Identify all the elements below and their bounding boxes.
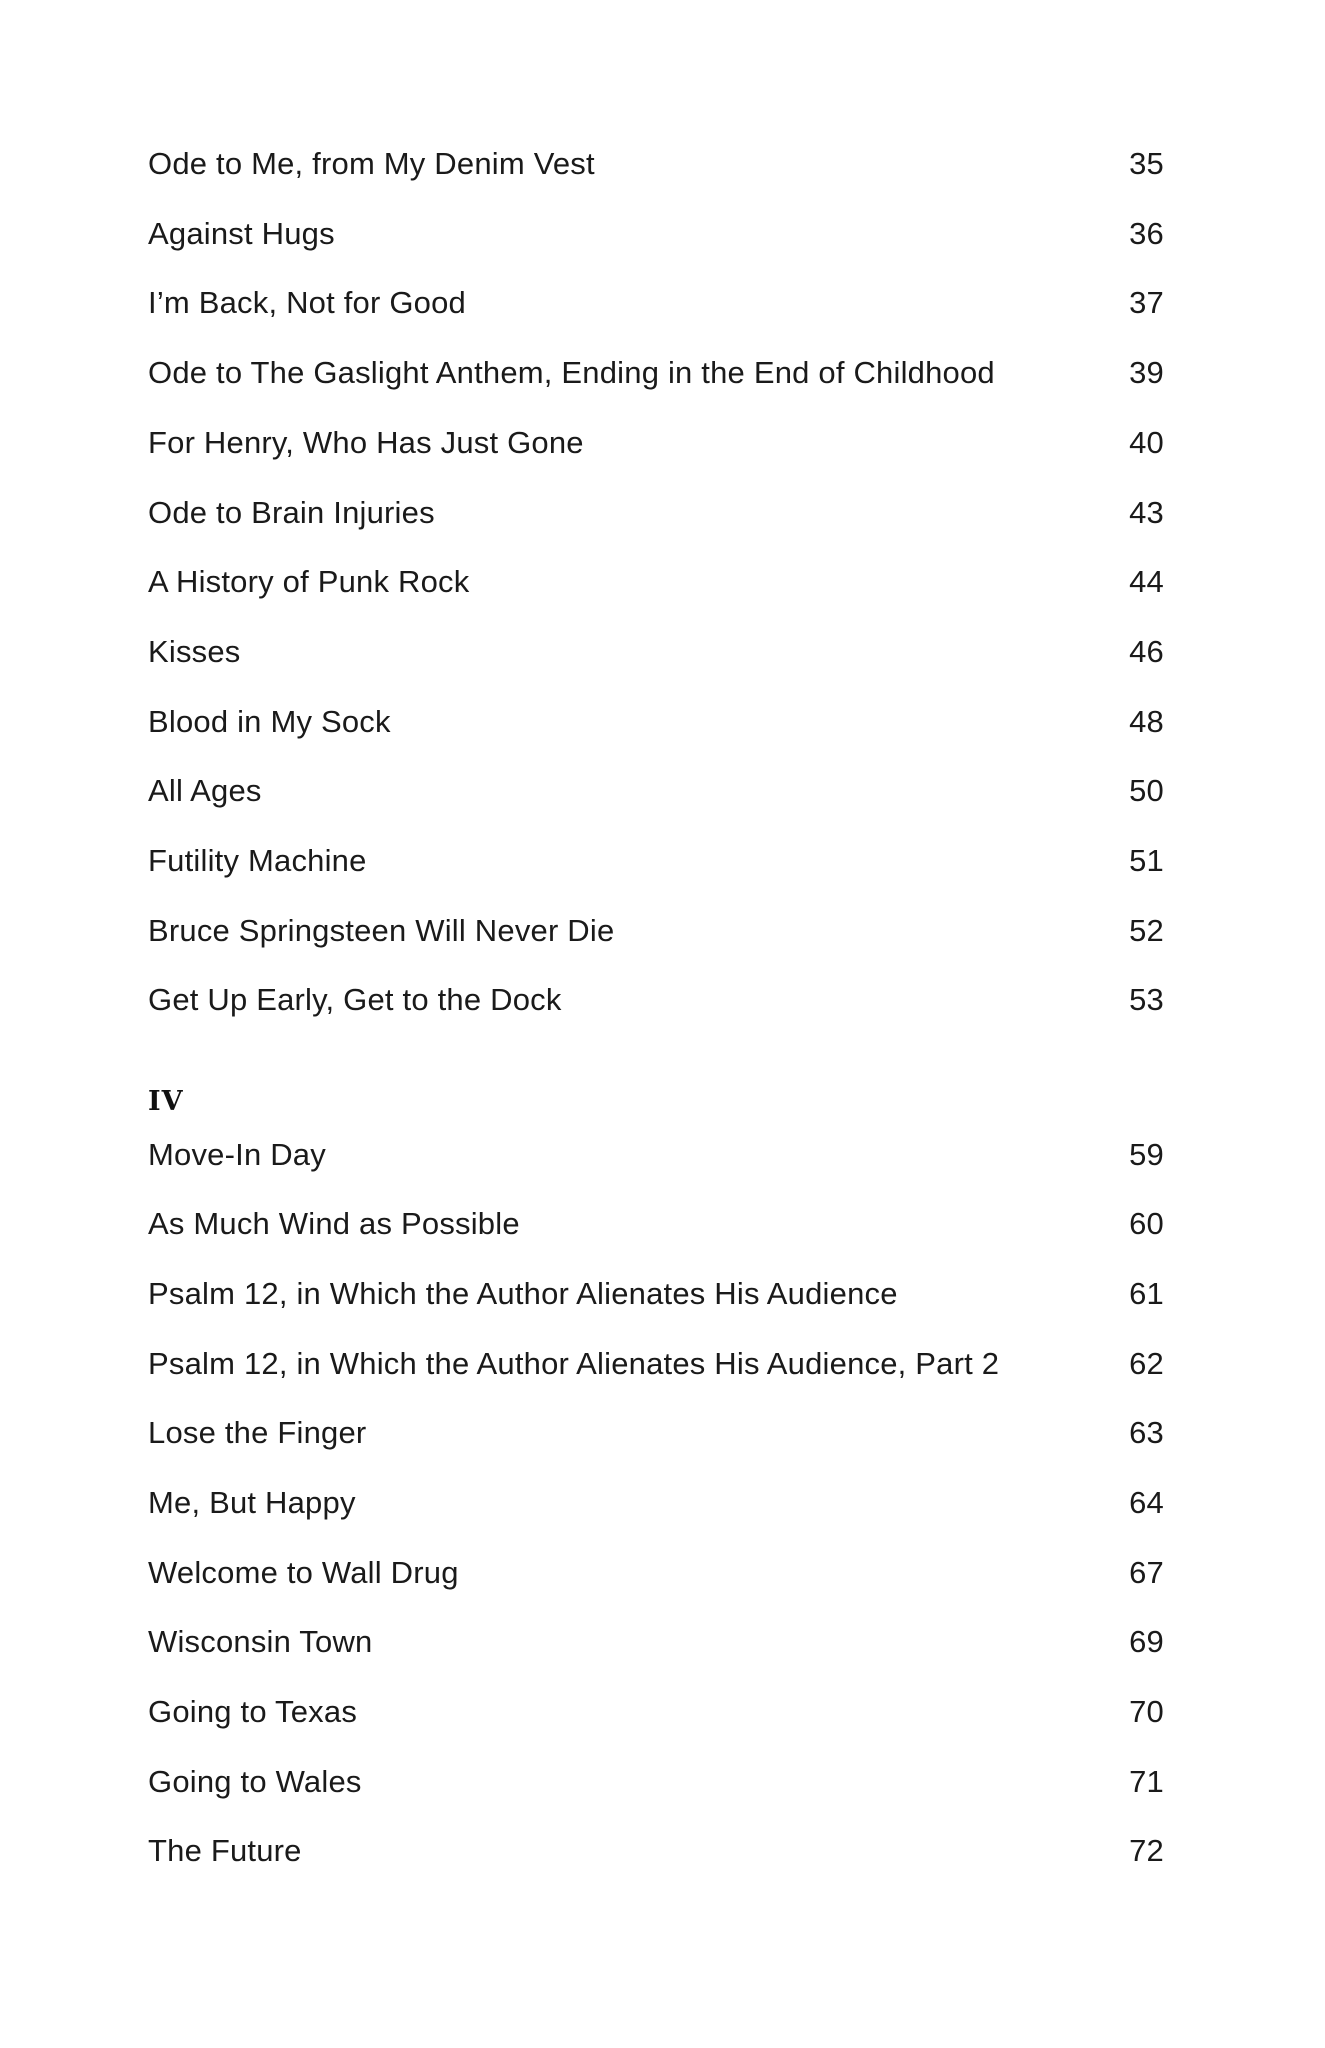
toc-entry — [148, 348, 1164, 398]
toc-entry-page-number: 46 — [1129, 634, 1164, 669]
toc-entry-page-number: 67 — [1129, 1555, 1164, 1590]
toc-entry-title: Ode to The Gaslight Anthem, Ending in the End of Childhood — [148, 355, 995, 390]
toc-entry — [148, 836, 1164, 886]
toc-entry — [148, 1687, 1164, 1737]
toc-entry-title: The Future — [148, 1833, 302, 1868]
toc-entry-title: Bruce Springsteen Will Never Die — [148, 913, 615, 948]
toc-entry — [148, 627, 1164, 677]
toc-entry-title: Wisconsin Town — [148, 1624, 373, 1659]
toc-entry-title: Psalm 12, in Which the Author Alienates His Audience, Part 2 — [148, 1346, 1000, 1381]
toc-entry-title: Psalm 12, in Which the Author Alienates His Audience — [148, 1276, 898, 1311]
toc-entry-title: All Ages — [148, 773, 262, 808]
toc-entry-title: Move-In Day — [148, 1137, 326, 1172]
toc-entry — [148, 557, 1164, 607]
toc-entry-title: Welcome to Wall Drug — [148, 1555, 459, 1590]
toc-entry-title: Ode to Brain Injuries — [148, 495, 435, 530]
toc-entry-page-number: 50 — [1129, 773, 1164, 808]
toc-entry — [148, 1757, 1164, 1807]
toc-entry-page-number: 71 — [1129, 1764, 1164, 1799]
toc-entry-page-number: 39 — [1129, 355, 1164, 390]
toc-entry-page-number: 70 — [1129, 1694, 1164, 1729]
toc-entry-page-number: 36 — [1129, 216, 1164, 251]
toc-entry-page-number: 62 — [1129, 1346, 1164, 1381]
toc-entry-title: For Henry, Who Has Just Gone — [148, 425, 584, 460]
toc-entry-title: I’m Back, Not for Good — [148, 285, 466, 320]
toc-entry-page-number: 53 — [1129, 982, 1164, 1017]
toc-entry — [148, 278, 1164, 328]
toc-entry-title: Blood in My Sock — [148, 704, 391, 739]
section-heading-iv: IV — [148, 1086, 184, 1117]
toc-entry-page-number: 51 — [1129, 843, 1164, 878]
toc-entry — [148, 1617, 1164, 1667]
toc-entry — [148, 1478, 1164, 1528]
toc-entry-title: A History of Punk Rock — [148, 564, 470, 599]
toc-entry-page-number: 69 — [1129, 1624, 1164, 1659]
toc-entry-page-number: 59 — [1129, 1137, 1164, 1172]
toc-entry-page-number: 48 — [1129, 704, 1164, 739]
toc-entry — [148, 1548, 1164, 1598]
toc-entry-page-number: 35 — [1129, 146, 1164, 181]
toc-entry — [148, 418, 1164, 468]
toc-entry — [148, 975, 1164, 1025]
toc-entry-title: Me, But Happy — [148, 1485, 356, 1520]
toc-entry — [148, 209, 1164, 259]
toc-entry-page-number: 60 — [1129, 1206, 1164, 1241]
toc-entry — [148, 1339, 1164, 1389]
toc-entry-page-number: 40 — [1129, 425, 1164, 460]
toc-entry-title: As Much Wind as Possible — [148, 1206, 520, 1241]
toc-entry-page-number: 61 — [1129, 1276, 1164, 1311]
toc-entry — [148, 1826, 1164, 1876]
toc-entry-title: Kisses — [148, 634, 241, 669]
toc-entry — [148, 766, 1164, 816]
toc-entry-title: Against Hugs — [148, 216, 335, 251]
toc-entry-page-number: 64 — [1129, 1485, 1164, 1520]
toc-entry — [148, 1408, 1164, 1458]
toc-entry — [148, 906, 1164, 956]
toc-entry-page-number: 43 — [1129, 495, 1164, 530]
toc-entry — [148, 697, 1164, 747]
toc-entry-title: Going to Texas — [148, 1694, 358, 1729]
toc-entry-page-number: 52 — [1129, 913, 1164, 948]
toc-entry — [148, 1199, 1164, 1249]
toc-entry-page-number: 37 — [1129, 285, 1164, 320]
toc-entry — [148, 139, 1164, 189]
toc-entry-title: Get Up Early, Get to the Dock — [148, 982, 562, 1017]
toc-entry-page-number: 44 — [1129, 564, 1164, 599]
toc-entry-page-number: 63 — [1129, 1415, 1164, 1450]
toc-entry — [148, 1130, 1164, 1180]
toc-entry-title: Going to Wales — [148, 1764, 362, 1799]
toc-entry — [148, 1269, 1164, 1319]
toc-entry-title: Lose the Finger — [148, 1415, 367, 1450]
toc-entry-title: Futility Machine — [148, 843, 367, 878]
toc-entry-title: Ode to Me, from My Denim Vest — [148, 146, 595, 181]
toc-entry — [148, 488, 1164, 538]
toc-entry-page-number: 72 — [1129, 1833, 1164, 1868]
